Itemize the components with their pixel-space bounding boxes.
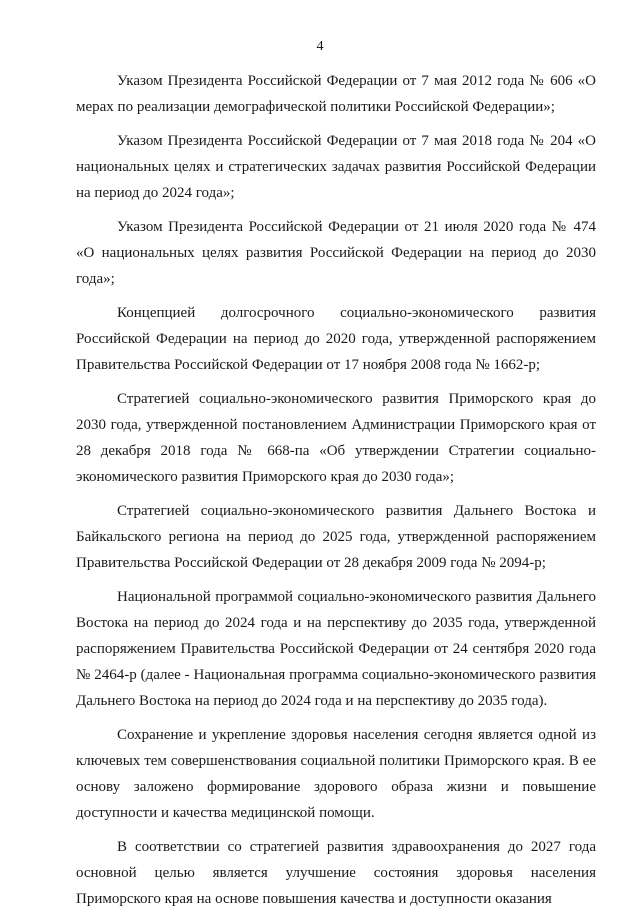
paragraph-national-program: Национальной программой социально-экономического развития Дальнего Востока на период до 2024 года и на перспективу до 2035 года, утвержденной распоряжением Правительства Российской Федерации от 24 сентября 2020 года № 2464-р (далее - Национальная программа социально-экономического развития Дальнего Востока на период до 2024 года и на перспективу до 2035 года). <box>76 589 596 709</box>
paragraph-decree-204: Указом Президента Российской Федерации от 7 мая 2018 года № 204 «О национальных целях и стратегических задачах развития Российской Федерации на период до 2024 года»; <box>76 133 596 201</box>
document-body <box>76 68 596 920</box>
paragraph-healthcare-strategy: В соответствии со стратегией развития здравоохранения до 2027 года основной целью является улучшение состояния здоровья населения Приморского края на основе повышения качества и доступности оказания <box>76 839 596 907</box>
paragraph-far-east-baikal-strategy: Стратегией социально-экономического развития Дальнего Востока и Байкальского региона на период до 2025 года, утвержденной распоряжением Правительства Российской Федерации от 28 декабря 2009 года № 2094-р; <box>76 503 596 571</box>
page-number: 4 <box>316 39 324 54</box>
paragraph-health-preservation: Сохранение и укрепление здоровья населения сегодня является одной из ключевых тем совершенствования социальной политики Приморского края. В ее основу заложено формирование здорового образа жизни и повышение доступности и качества медицинской помощи. <box>76 727 596 821</box>
paragraph-decree-474: Указом Президента Российской Федерации от 21 июля 2020 года № 474 «О национальных целях развития Российской Федерации на период до 2030 года»; <box>76 219 596 287</box>
paragraph-concept-2020: Концепцией долгосрочного социально-экономического развития Российской Федерации на период до 2020 года, утвержденной распоряжением Правительства Российской Федерации от 17 ноября 2008 года № 1662-р; <box>76 305 596 373</box>
paragraph-primorsky-strategy: Стратегией социально-экономического развития Приморского края до 2030 года, утвержденной постановлением Администрации Приморского края от 28 декабря 2018 года № 668-па «Об утверждении Стратегии социально-экономического развития Приморского края до 2030 года»; <box>76 391 596 485</box>
paragraph-decree-606: Указом Президента Российской Федерации от 7 мая 2012 года № 606 «О мерах по реализации демографической политики Российской Федерации»; <box>76 73 596 115</box>
